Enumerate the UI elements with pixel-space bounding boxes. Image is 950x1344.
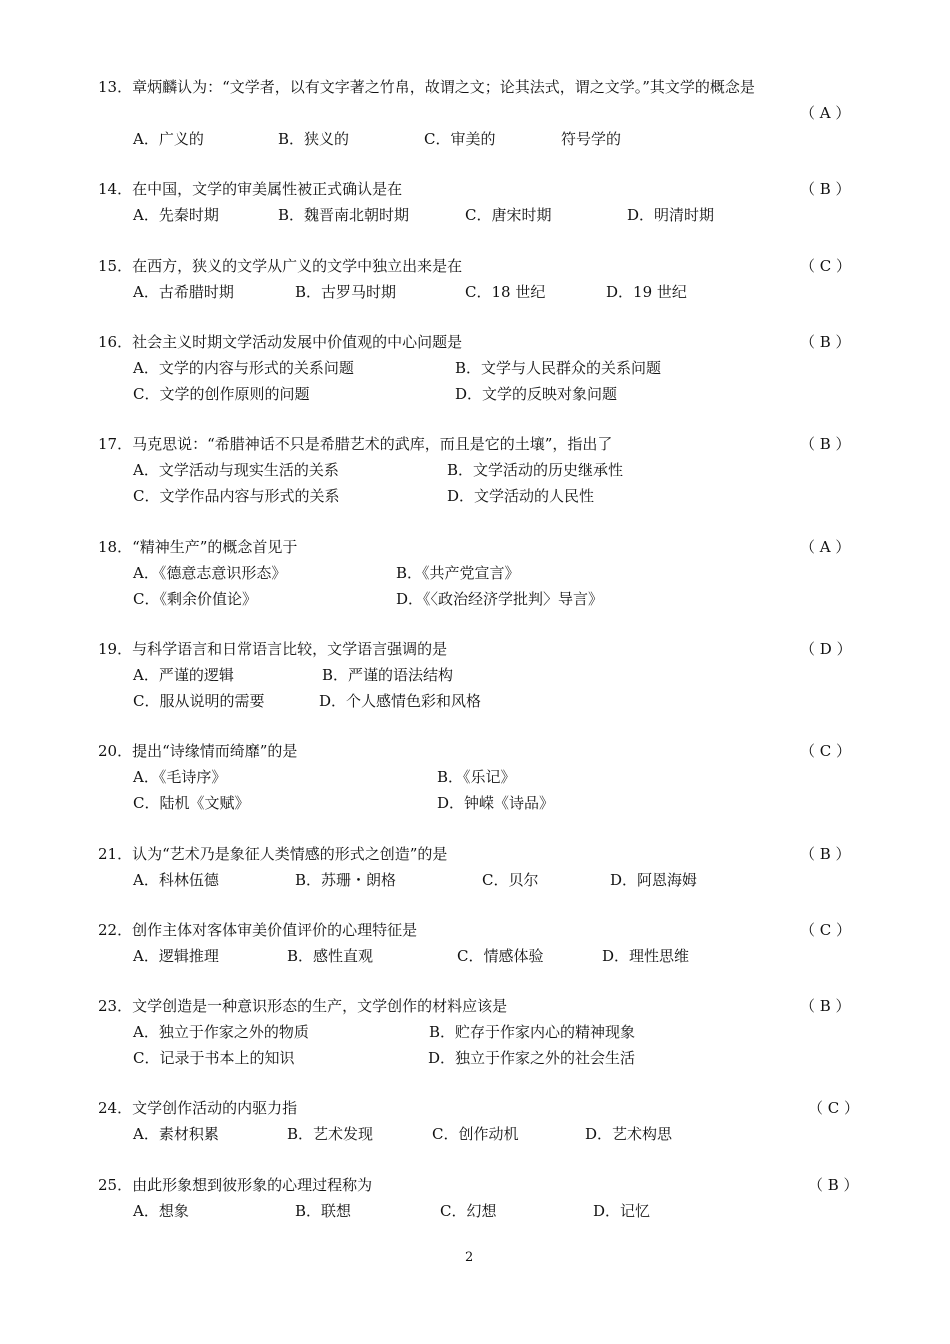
- answer-mark: （ B ）: [800, 997, 851, 1015]
- answer-mark: （ B ）: [800, 435, 851, 453]
- option: A．科林伍德: [133, 871, 219, 889]
- option: B．魏晋南北朝时期: [278, 206, 410, 224]
- question-stem: 25．由此形象想到彼形象的心理过程称为: [98, 1176, 373, 1194]
- question-stem: 15．在西方，狭义的文学从广义的文学中独立出来是在: [98, 257, 463, 275]
- option: A．《毛诗序》: [133, 768, 227, 786]
- option: B．文学与人民群众的关系问题: [455, 359, 662, 377]
- option: B．《乐记》: [437, 768, 516, 786]
- option: D．阿恩海姆: [610, 871, 698, 889]
- option: D．文学的反映对象问题: [455, 385, 618, 403]
- option: A．素材积累: [133, 1125, 219, 1143]
- option: A．想象: [133, 1202, 189, 1220]
- option: A．《德意志意识形态》: [133, 564, 287, 582]
- question-stem: 22．创作主体对客体审美价值评价的心理特征是: [98, 921, 418, 939]
- option: A．逻辑推理: [133, 947, 219, 965]
- option: D．《〈政治经济学批判〉导言》: [396, 590, 604, 608]
- page-number: 2: [465, 1250, 474, 1265]
- option: D．记忆: [593, 1202, 651, 1220]
- option: C．文学的创作原则的问题: [133, 385, 310, 403]
- option: C．贝尔: [482, 871, 539, 889]
- option: C．创作动机: [432, 1125, 519, 1143]
- option: C．文学作品内容与形式的关系: [133, 487, 340, 505]
- answer-mark: （ A ）: [800, 104, 851, 122]
- option: C．18 世纪: [465, 283, 546, 301]
- option: C．《剩余价值论》: [133, 590, 257, 608]
- option: A．文学的内容与形式的关系问题: [133, 359, 354, 377]
- option: A．独立于作家之外的物质: [133, 1023, 309, 1041]
- option: C．唐宋时期: [465, 206, 552, 224]
- option: B．贮存于作家内心的精神现象: [429, 1023, 636, 1041]
- option: D．钟嵘《诗品》: [437, 794, 555, 812]
- option: B．《共产党宣言》: [396, 564, 520, 582]
- question-stem: 20．提出“诗缘情而绮靡”的是: [98, 742, 298, 760]
- option: A．先秦时期: [133, 206, 219, 224]
- option: B．苏珊・朗格: [295, 871, 397, 889]
- question-stem: 14．在中国，文学的审美属性被正式确认是在: [98, 180, 403, 198]
- option: C．审美的: [424, 130, 496, 148]
- question-stem: 18．“精神生产”的概念首见于: [98, 538, 298, 556]
- option: D．文学活动的人民性: [447, 487, 595, 505]
- option: D．艺术构思: [585, 1125, 673, 1143]
- option: A．广义的: [133, 130, 204, 148]
- question-stem: 17．马克思说：“希腊神话不只是希腊艺术的武库，而且是它的土壤”，指出了: [98, 435, 613, 453]
- option: C．服从说明的需要: [133, 692, 265, 710]
- answer-mark: （ C ）: [800, 921, 852, 939]
- question-stem: 13．章炳麟认为：“文学者，以有文字著之竹帛，故谓之文；论其法式，谓之文学。”其文学的概念是: [98, 78, 755, 96]
- option: D．个人感情色彩和风格: [319, 692, 482, 710]
- option: C．情感体验: [457, 947, 544, 965]
- question-stem: 23．文学创造是一种意识形态的生产，文学创作的材料应该是: [98, 997, 508, 1015]
- option: D．理性思维: [602, 947, 690, 965]
- option: B．古罗马时期: [295, 283, 397, 301]
- option: 符号学的: [561, 130, 622, 148]
- option: B．感性直观: [287, 947, 374, 965]
- answer-mark: （ C ）: [808, 1099, 860, 1117]
- option: B．艺术发现: [287, 1125, 374, 1143]
- answer-mark: （ B ）: [808, 1176, 859, 1194]
- answer-mark: （ D ）: [800, 640, 852, 658]
- option: B．狭义的: [278, 130, 350, 148]
- answer-mark: （ C ）: [800, 257, 852, 275]
- option: A．古希腊时期: [133, 283, 234, 301]
- option: A．严谨的逻辑: [133, 666, 234, 684]
- option: B．严谨的语法结构: [322, 666, 454, 684]
- answer-mark: （ C ）: [800, 742, 852, 760]
- option: B．联想: [295, 1202, 352, 1220]
- answer-mark: （ B ）: [800, 180, 851, 198]
- answer-mark: （ B ）: [800, 845, 851, 863]
- option: C．陆机《文赋》: [133, 794, 250, 812]
- option: D．明清时期: [627, 206, 715, 224]
- question-stem: 19．与科学语言和日常语言比较，文学语言强调的是: [98, 640, 448, 658]
- option: B．文学活动的历史继承性: [447, 461, 624, 479]
- option: D．独立于作家之外的社会生活: [428, 1049, 636, 1067]
- answer-mark: （ B ）: [800, 333, 851, 351]
- question-stem: 16．社会主义时期文学活动发展中价值观的中心问题是: [98, 333, 463, 351]
- question-stem: 21．认为“艺术乃是象征人类情感的形式之创造”的是: [98, 845, 448, 863]
- question-stem: 24．文学创作活动的内驱力指: [98, 1099, 298, 1117]
- option: D．19 世纪: [606, 283, 687, 301]
- option: C．记录于书本上的知识: [133, 1049, 295, 1067]
- option: A．文学活动与现实生活的关系: [133, 461, 339, 479]
- answer-mark: （ A ）: [800, 538, 851, 556]
- option: C．幻想: [440, 1202, 497, 1220]
